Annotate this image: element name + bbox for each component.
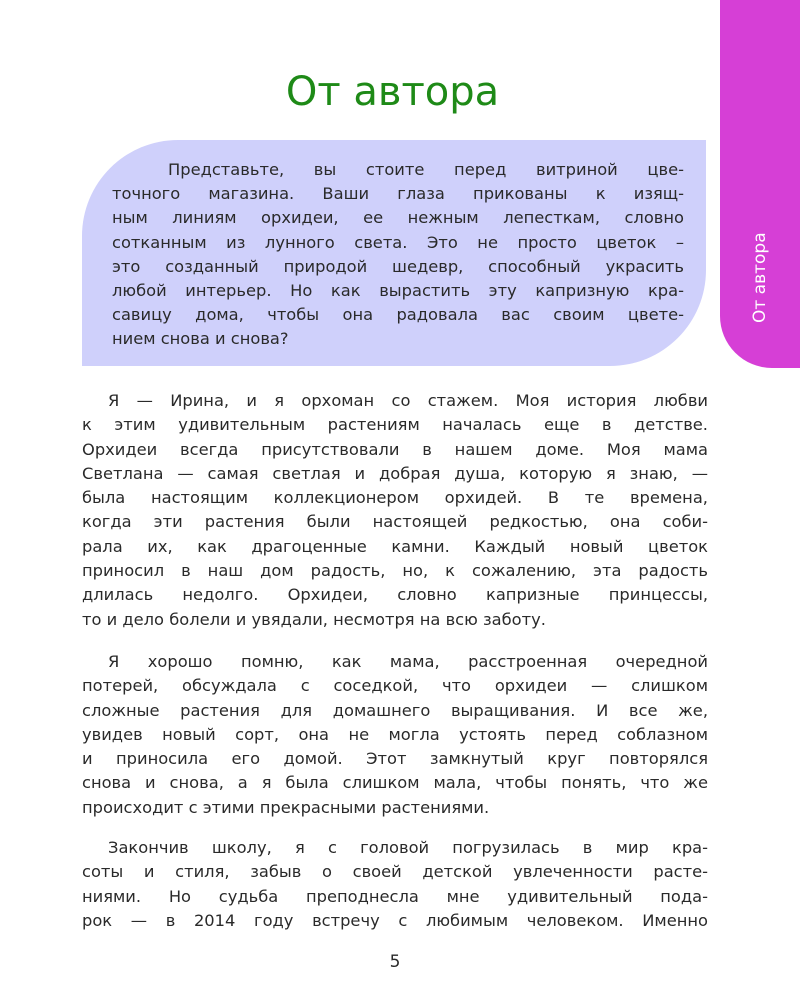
- text-line: потерей, обсуждала с соседкой, что орхидеи — слишком: [82, 676, 708, 696]
- text-line: Я — Ирина, и я орхоман со стажем. Моя история любви: [108, 391, 708, 410]
- text-line: когда эти растения были настоящей редкостью, она соби-: [82, 512, 708, 532]
- text-line: снова и снова, а я была слишком мала, чтобы понять, что же: [82, 773, 708, 793]
- text-line: Представьте, вы стоите перед витриной цве-: [168, 160, 684, 179]
- text-line: приносил в наш дом радость, но, к сожалению, эта радость: [82, 561, 708, 581]
- text-line: савицу дома, чтобы она радовала вас своим цвете-: [112, 305, 684, 325]
- text-line: Я хорошо помню, как мама, расстроенная очередной: [108, 652, 708, 671]
- text-line: рок — в 2014 году встречу с любимым человеком. Именно: [82, 910, 708, 930]
- text-line: рала их, как драгоценные камни. Каждый новый цветок: [82, 536, 708, 556]
- text-line: точного магазина. Ваши глаза прикованы к изящ-: [112, 184, 684, 204]
- text-line: увидев новый сорт, она не могла устоять перед соблазном: [82, 724, 708, 744]
- text-line: сложные растения для домашнего выращивания. И все же,: [82, 700, 708, 720]
- text-line: ниями. Но судьба преподнесла мне удивительный пода-: [82, 886, 708, 906]
- intro-text: [112, 158, 684, 352]
- body-paragraph-1: [82, 389, 708, 632]
- body-paragraph-3: [82, 836, 708, 933]
- text-line: длилась недолго. Орхидеи, словно капризные принцессы,: [82, 585, 708, 605]
- page-title: От автора: [285, 69, 500, 115]
- text-line: нием снова и снова?: [112, 329, 289, 349]
- text-line: была настоящим коллекционером орхидей. В те времена,: [82, 488, 708, 508]
- text-line: соты и стиля, забыв о своей детской увлеченности расте-: [82, 862, 708, 882]
- text-line: Светлана — самая светлая и добрая душа, которую я знаю, —: [82, 463, 708, 483]
- page-number: 5: [389, 952, 401, 972]
- text-line: Орхидеи всегда присутствовали в нашем доме. Моя мама: [82, 439, 708, 459]
- text-line: сотканным из лунного света. Это не просто цветок –: [112, 232, 684, 252]
- body-paragraph-2: [82, 650, 708, 820]
- text-line: это созданный природой шедевр, способный украсить: [112, 256, 684, 276]
- text-line: ным линиям орхидеи, ее нежным лепесткам, словно: [112, 208, 684, 228]
- text-line: к этим удивительным растениям началась еще в детстве.: [82, 415, 708, 435]
- section-tab-label: От автора: [750, 232, 770, 324]
- text-line: и приносила его домой. Этот замкнутый круг повторялся: [82, 749, 708, 769]
- text-line: Закончив школу, я с головой погрузилась в мир кра-: [108, 838, 708, 857]
- text-line: любой интерьер. Но как вырастить эту капризную кра-: [112, 281, 684, 301]
- text-line: то и дело болели и увядали, несмотря на всю заботу.: [82, 609, 546, 629]
- text-line: происходит с этими прекрасными растениями.: [82, 797, 490, 817]
